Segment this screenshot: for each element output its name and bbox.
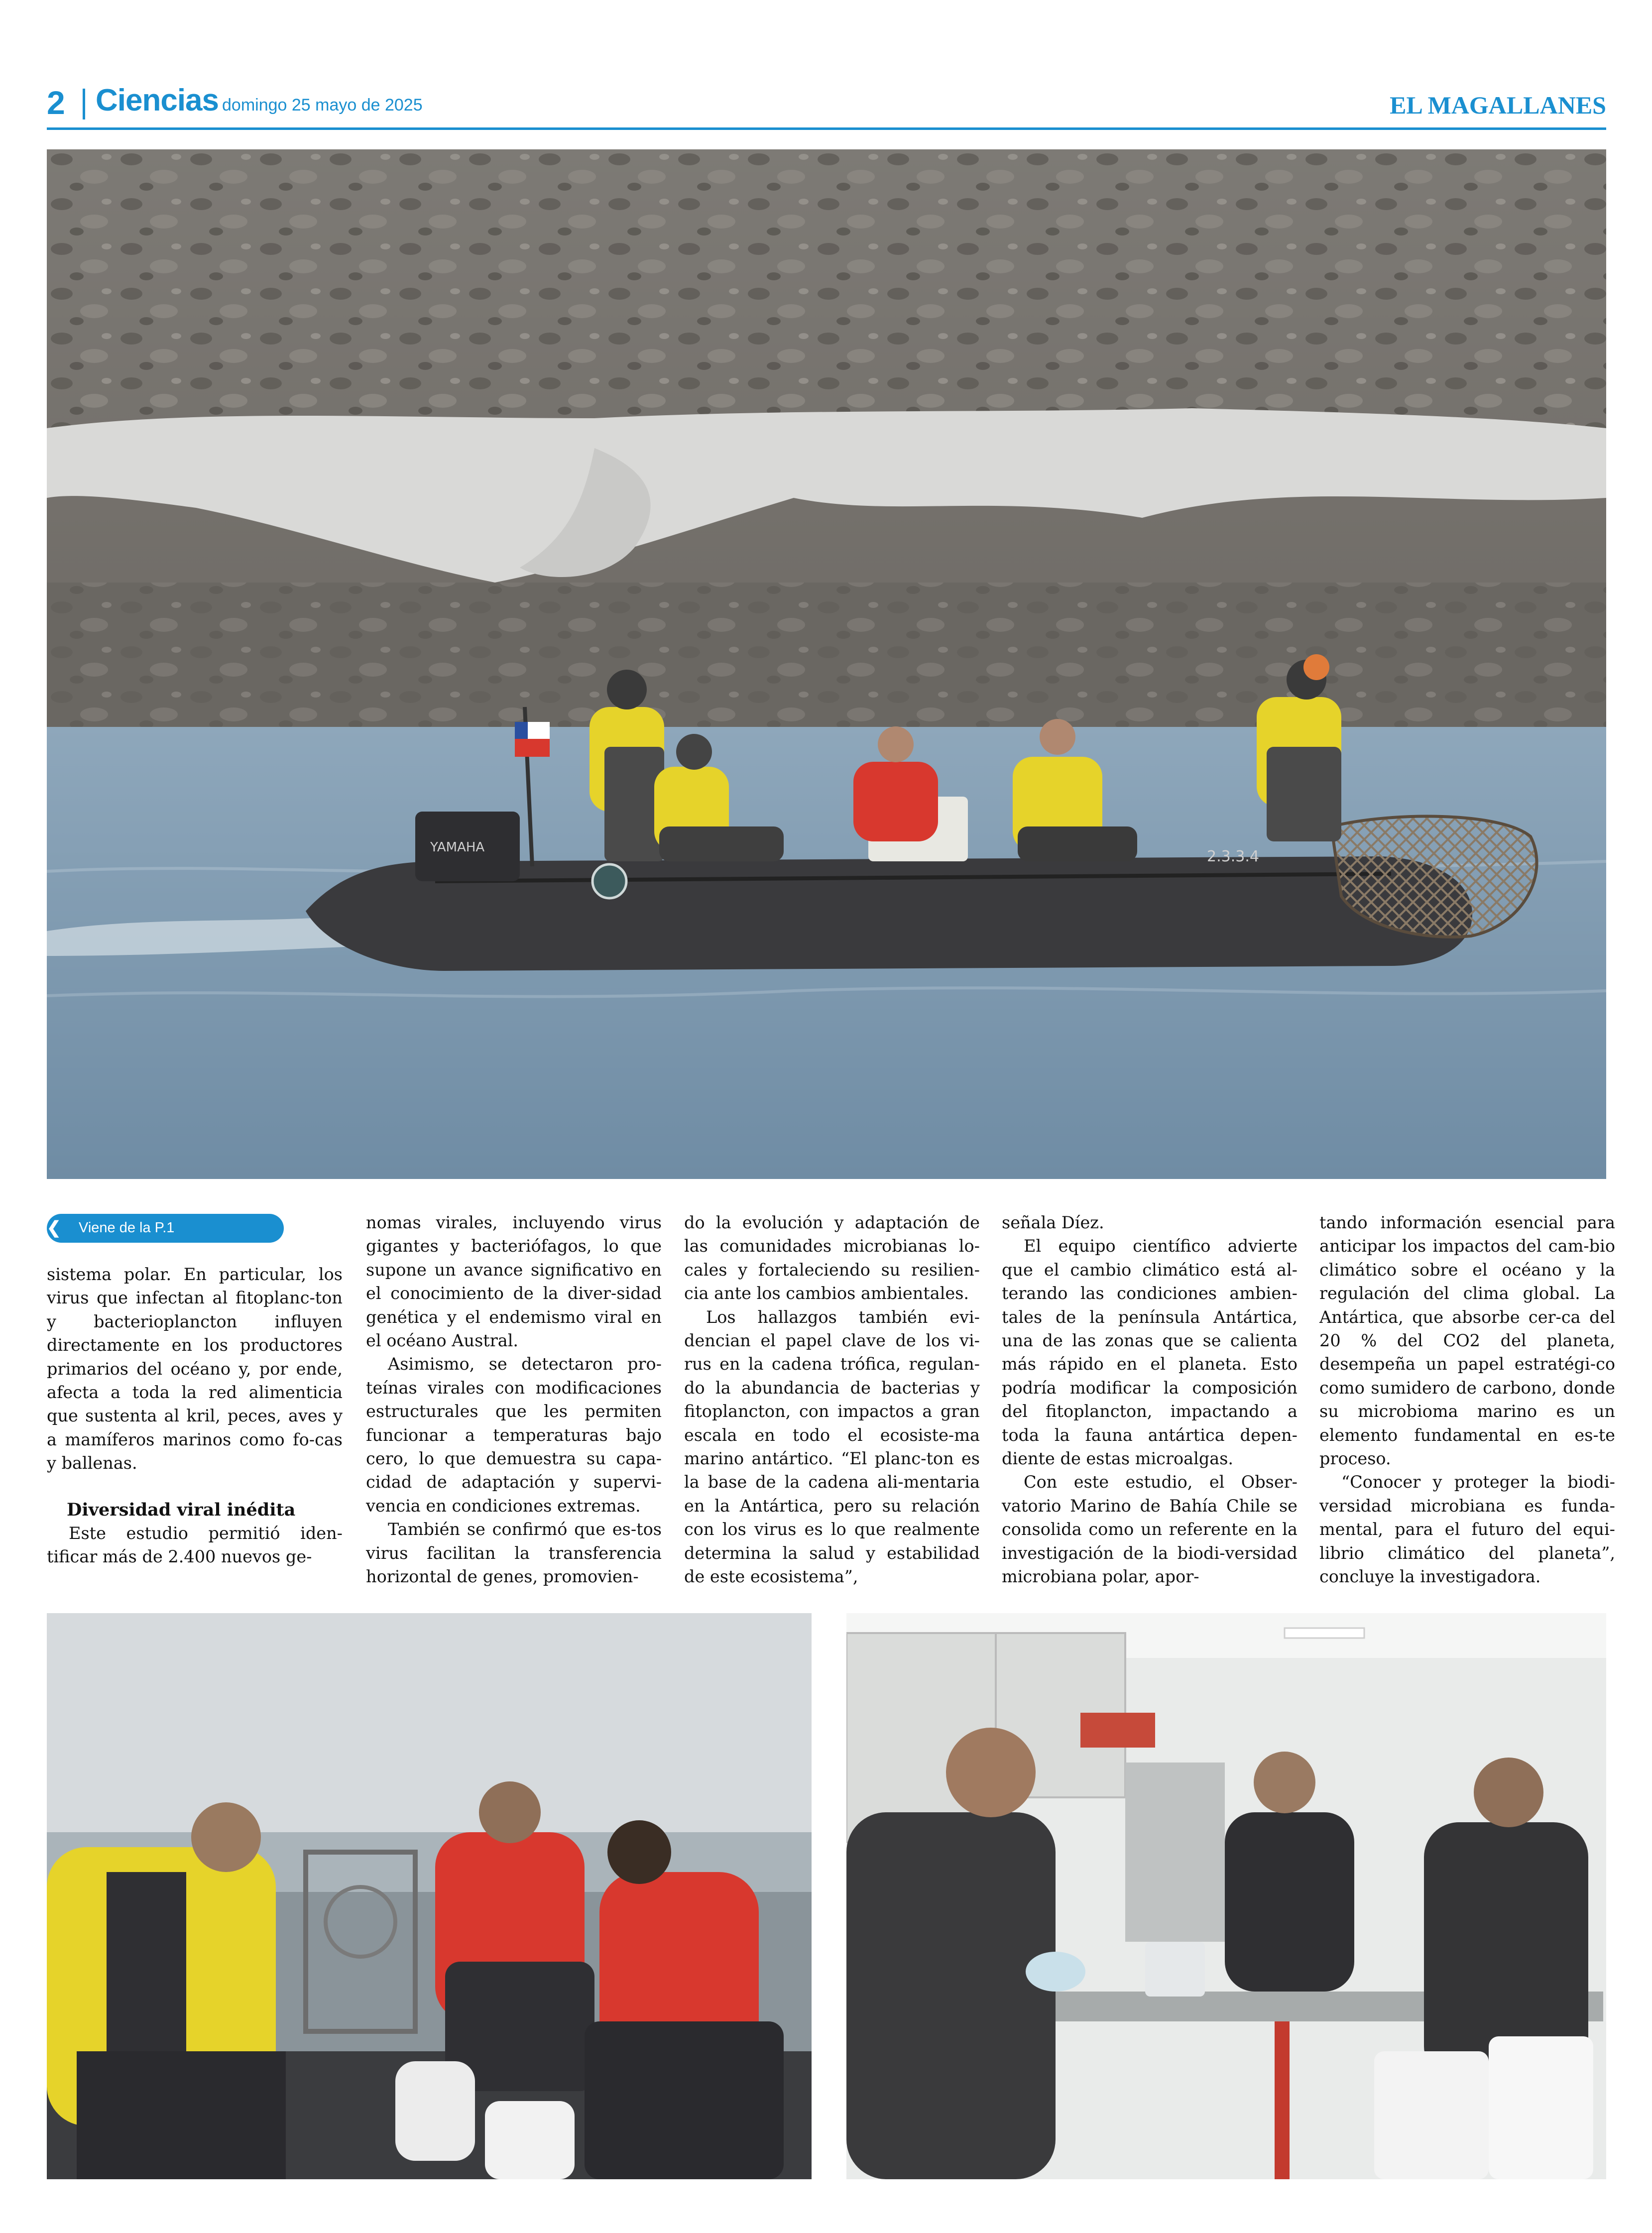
article-column-3 (684, 1211, 980, 1589)
article-column-1 (47, 1211, 343, 1569)
issue-date: domingo 25 mayo de 2025 (222, 96, 423, 115)
page-header (47, 79, 1606, 128)
newspaper-name: EL MAGALLANES (1390, 91, 1606, 119)
page-number: 2 (47, 84, 65, 121)
header-rule (47, 127, 1606, 130)
article-column-4 (1002, 1211, 1298, 1589)
article-column-2 (366, 1211, 662, 1589)
section-title: Ciencias (96, 83, 219, 118)
continued-from-label: Viene de la P.1 (79, 1220, 175, 1236)
boat-hull-number: 2.3.3.4 (1207, 848, 1259, 865)
article-paragraph: Asimismo, se detectaron pro-teínas virales con modificaciones estructurales que les permiten funcionar a temperaturas bajo cero, lo que demuestra su capa-cidad de adaptación y supervi-vencia en condiciones extremas. (366, 1354, 662, 1516)
header-divider (83, 89, 85, 119)
photo-researchers-on-boat (47, 1613, 812, 2179)
article-paragraph: do la evolución y adaptación de las comunidades microbianas lo-cales y fortaleciendo su resilien-cia ante los cambios ambientales. (684, 1213, 980, 1303)
article-paragraph: Con este estudio, el Obser-vatorio Marino de Bahía Chile se consolida como un referente en la investigación de la biodi-versidad microbiana polar, apor- (1002, 1472, 1298, 1587)
motor-brand: YAMAHA (430, 840, 485, 855)
chevron-left-icon: ❮ (47, 1218, 61, 1238)
article-paragraph: Los hallazgos también evi-dencian el papel clave de los vi-rus en la cadena trófica, regulan-do la abundancia de bacterias y fitoplancton, con impactos a gran escala en todo el ecosiste-ma marino antártico. “El planc-ton es la base de la cadena ali-mentaria en la Antártica, pero su relación con los virus es lo que realmente determina la salud y estabilidad de este ecosistema”, (684, 1307, 980, 1587)
article-column-5 (1319, 1211, 1615, 1589)
article-paragraph: nomas virales, incluyendo virus gigantes y bacteriófagos, lo que supone un avance significativo en el conocimiento de la diver-sidad genética y el endemismo viral en el océano Austral. (366, 1213, 662, 1351)
main-photo-zodiac-boat (47, 149, 1606, 1179)
article-paragraph: tando información esencial para anticipar los impactos del cam-bio climático sobre el océano y la regulación del clima global. La Antártica, que absorbe cer-ca del 20 % del CO2 del planeta, desempeña un papel estratégi-co como sumidero de carbono, donde su microbioma marino es un elemento fundamental en es-te proceso. (1319, 1213, 1615, 1469)
article-paragraph: sistema polar. En particular, los virus que infectan al fitoplanc-ton y bacterioplancton influyen directamente en los productores primarios del océano y, por ende, afecta a toda la red alimenticia que sustenta al kril, peces, aves y a mamíferos marinos como fo-cas y ballenas. (47, 1265, 343, 1473)
photo-laboratory (846, 1613, 1606, 2179)
article-paragraph: También se confirmó que es-tos virus facilitan la transferencia horizontal de genes, promovien- (366, 1520, 662, 1587)
continued-from-tag[interactable] (47, 1214, 284, 1243)
article-paragraph: Este estudio permitió iden-tificar más de 2.400 nuevos ge- (47, 1524, 343, 1567)
article-paragraph: “Conocer y proteger la biodi-versidad microbiana es funda-mental, para el futuro del equi-librio climático del planeta”, concluye la investigadora. (1319, 1472, 1615, 1587)
article-paragraph: El equipo científico advierte que el cambio climático está al-terando las condiciones ambien-tales de la península Antártica, una de las zonas que se calienta más rápido en el planeta. Esto podría modificar la composición del fitoplancton, impactando a toda la fauna antártica depen-diente de estas microalgas. (1002, 1236, 1298, 1469)
article-paragraph: señala Díez. (1002, 1213, 1104, 1232)
article-subheading: Diversidad viral inédita (67, 1499, 296, 1520)
